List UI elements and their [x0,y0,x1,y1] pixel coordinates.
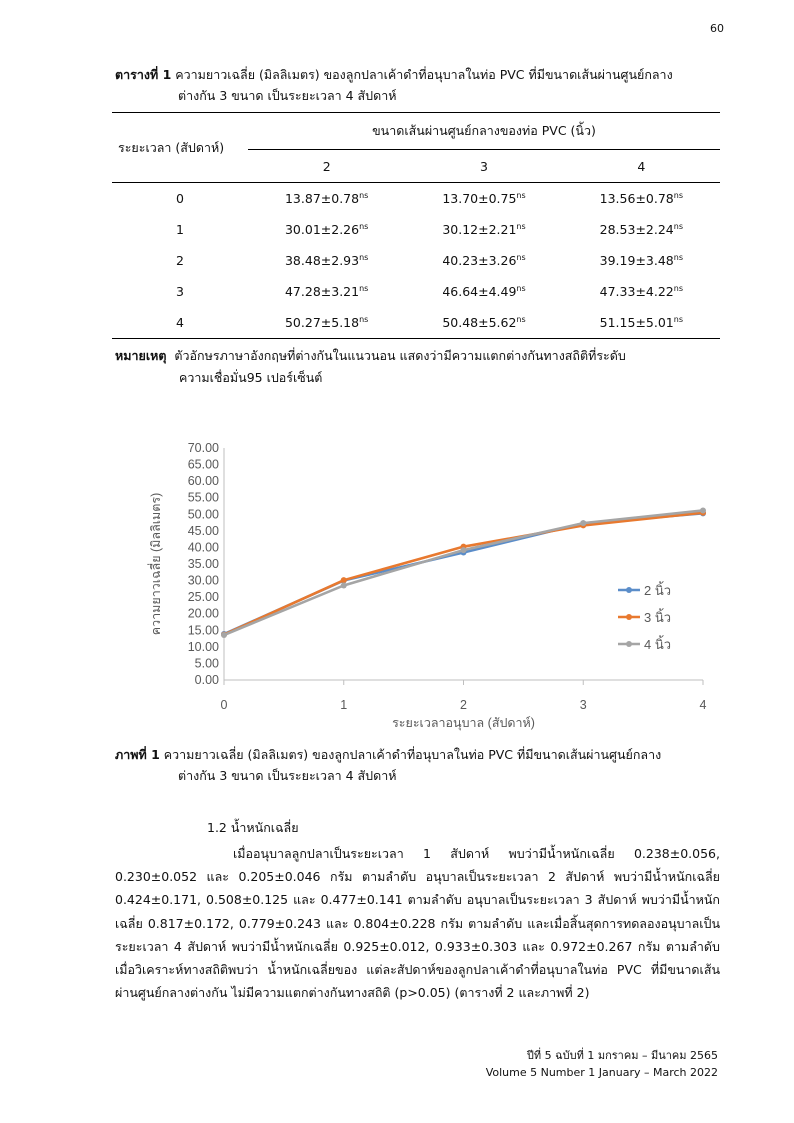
y-tick-label: 50.00 [187,507,219,522]
note-line2: ความเชื่อมั่น95 เปอร์เซ็นต์ [179,370,323,385]
y-tick-label: 25.00 [187,590,219,605]
value-cell: $47.33\pm 4.22^{ns}$ [599,283,683,300]
x-tick-label: 4 [699,698,707,712]
y-tick-label: 65.00 [187,457,219,472]
data-point [221,632,227,638]
row-header: ระยะเวลา (สัปดาห์) [112,113,248,183]
value-cell: $38.48\pm 2.93^{ns}$ [284,252,369,269]
y-tick-label: 0.00 [194,673,219,687]
value-cell: $30.01\pm 2.26^{ns}$ [284,221,369,238]
value-cell: $13.56\pm 0.78^{ns}$ [599,190,683,207]
y-tick-label: 30.00 [187,573,219,588]
note-line1: ตัวอักษรภาษาอังกฤษที่ต่างกันในแนวนอน แสดงว่ามีความแตกต่างกันทางสถิติที่ระดับ [174,348,626,363]
table-caption-line1: ความยาวเฉลี่ย (มิลลิเมตร) ของลูกปลาเค้าดำที่อนุบาลในท่อ PVC ที่มีขนาดเส้นผ่านศูนย์กลาง [175,67,673,82]
data-point [580,520,586,526]
figure-caption [115,744,725,786]
legend-label: 2 นิ้ว [644,583,672,598]
table-caption-label: ตารางที่ 1 [115,67,172,82]
y-tick-label: 60.00 [187,474,219,489]
x-tick-label: 3 [579,698,587,712]
value-cell: $13.70\pm 0.75^{ns}$ [442,190,526,207]
figure-caption-line1: ความยาวเฉลี่ย (มิลลิเมตร) ของลูกปลาเค้าดำที่อนุบาลในท่อ PVC ที่มีขนาดเส้นผ่านศูนย์กลาง [163,747,662,762]
value-cell: $51.15\pm 5.01^{ns}$ [563,307,720,339]
group-header: ขนาดเส้นผ่านศูนย์กลางของท่อ PVC (นิ้ว) [248,113,720,150]
x-axis-label: ระยะเวลาอนุบาล (สัปดาห์) [392,716,535,730]
legend-label: 3 นิ้ว [644,610,672,625]
table-caption [115,64,725,106]
table-note [115,345,730,389]
table-row [112,245,720,276]
value-cell: $40.23\pm 3.26^{ns}$ [442,252,526,269]
y-axis-label: ความยาวเฉลี่ย (มิลลิเมตร) [149,492,163,636]
legend-marker [626,587,632,593]
y-tick-label: 5.00 [194,656,219,671]
value-cell: $30.12\pm 2.21^{ns}$ [442,221,526,238]
x-tick-label: 0 [220,698,228,712]
legend-label: 4 นิ้ว [644,637,672,652]
x-tick-label: 2 [460,698,467,712]
column-header: 3 [405,150,562,183]
table-row [112,276,720,307]
data-point [700,507,706,513]
y-tick-label: 20.00 [187,606,219,621]
y-tick-label: 45.00 [187,523,219,538]
table-row [112,307,720,339]
figure-caption-line2: ต่างกัน 3 ขนาด เป็นระยะเวลา 4 สัปดาห์ [178,768,397,783]
x-tick-label: 1 [340,698,348,712]
table-caption-line2: ต่างกัน 3 ขนาด เป็นระยะเวลา 4 สัปดาห์ [178,88,397,103]
footer-thai: ปีที่ 5 ฉบับที่ 1 มกราคม – มีนาคม 2565 [526,1049,718,1062]
week-cell: 4 [112,307,248,339]
length-line-chart [140,438,740,738]
value-cell: $46.64\pm 4.49^{ns}$ [442,283,526,300]
y-tick-label: 10.00 [187,639,219,654]
value-cell: $28.53\pm 2.24^{ns}$ [599,221,683,238]
data-point [341,577,347,583]
week-cell: 1 [176,222,184,237]
legend-marker [626,614,632,620]
y-tick-label: 70.00 [187,441,219,455]
week-cell: 3 [176,284,184,299]
data-point [461,547,467,553]
note-label: หมายเหตุ [115,348,167,363]
legend-marker [626,641,632,647]
column-header: 4 [563,150,720,183]
value-cell: $47.28\pm 3.21^{ns}$ [284,283,369,300]
y-tick-label: 40.00 [187,540,219,555]
value-cell: $39.19\pm 3.48^{ns}$ [599,252,683,269]
footer-english: Volume 5 Number 1 January – March 2022 [485,1066,718,1079]
value-cell: $13.87\pm 0.78^{ns}$ [284,190,369,207]
value-cell: $50.48\pm 5.62^{ns}$ [405,307,562,339]
page-number: 60 [710,22,724,35]
section-heading: 1.2 น้ำหนักเฉลี่ย [207,820,299,835]
week-cell: 2 [176,253,184,268]
table-row [112,214,720,245]
figure-caption-label: ภาพที่ 1 [115,747,160,762]
y-tick-label: 35.00 [187,557,219,571]
y-tick-label: 55.00 [187,490,219,505]
value-cell: $50.27\pm 5.18^{ns}$ [248,307,405,339]
column-header: 2 [248,150,405,183]
length-table [112,112,720,339]
y-tick-label: 15.00 [187,623,219,638]
table-row [112,183,720,215]
body-paragraph: เมื่ออนุบาลลูกปลาเป็นระยะเวลา 1 สัปดาห์ พบว่ามีน้ำหนักเฉลี่ย 0.238±0.056, 0.230±0.052 และ 0.205±0.046 กรัม ตามลำดับ อนุบาลเป็นระยะเวลา 2 สัปดาห์ พบว่ามีน้ำหนักเฉลี่ย 0.424±0.171, 0.508±0.125 และ 0.477±0.141 ตามลำดับ อนุบาลเป็นระยะเวลา 3 สัปดาห์ พบว่ามีน้ำหนักเฉลี่ย 0.817±0.172, 0.779±0.243 และ 0.804±0.228 กรัม ตามลำดับ และเมื่อสิ้นสุดการทดลองอนุบาลเป็นระยะเวลา 4 สัปดาห์ พบว่ามีน้ำหนักเฉลี่ย 0.925±0.012, 0.933±0.303 และ 0.972±0.267 กรัม ตามลำดับ เมื่อวิเคราะห์ทางสถิติพบว่า น้ำหนักเฉลี่ยของ แต่ละสัปดาห์ของลูกปลาเค้าดำที่อนุบาลในท่อ PVC ที่มีขนาดเส้นผ่านศูนย์กลางต่างกัน ไม่มีความแตกต่างกันทางสถิติ (p>0.05) (ตารางที่ 2 และภาพที่ 2) [115,846,720,1001]
data-point [341,582,347,588]
week-cell: 0 [176,191,184,206]
